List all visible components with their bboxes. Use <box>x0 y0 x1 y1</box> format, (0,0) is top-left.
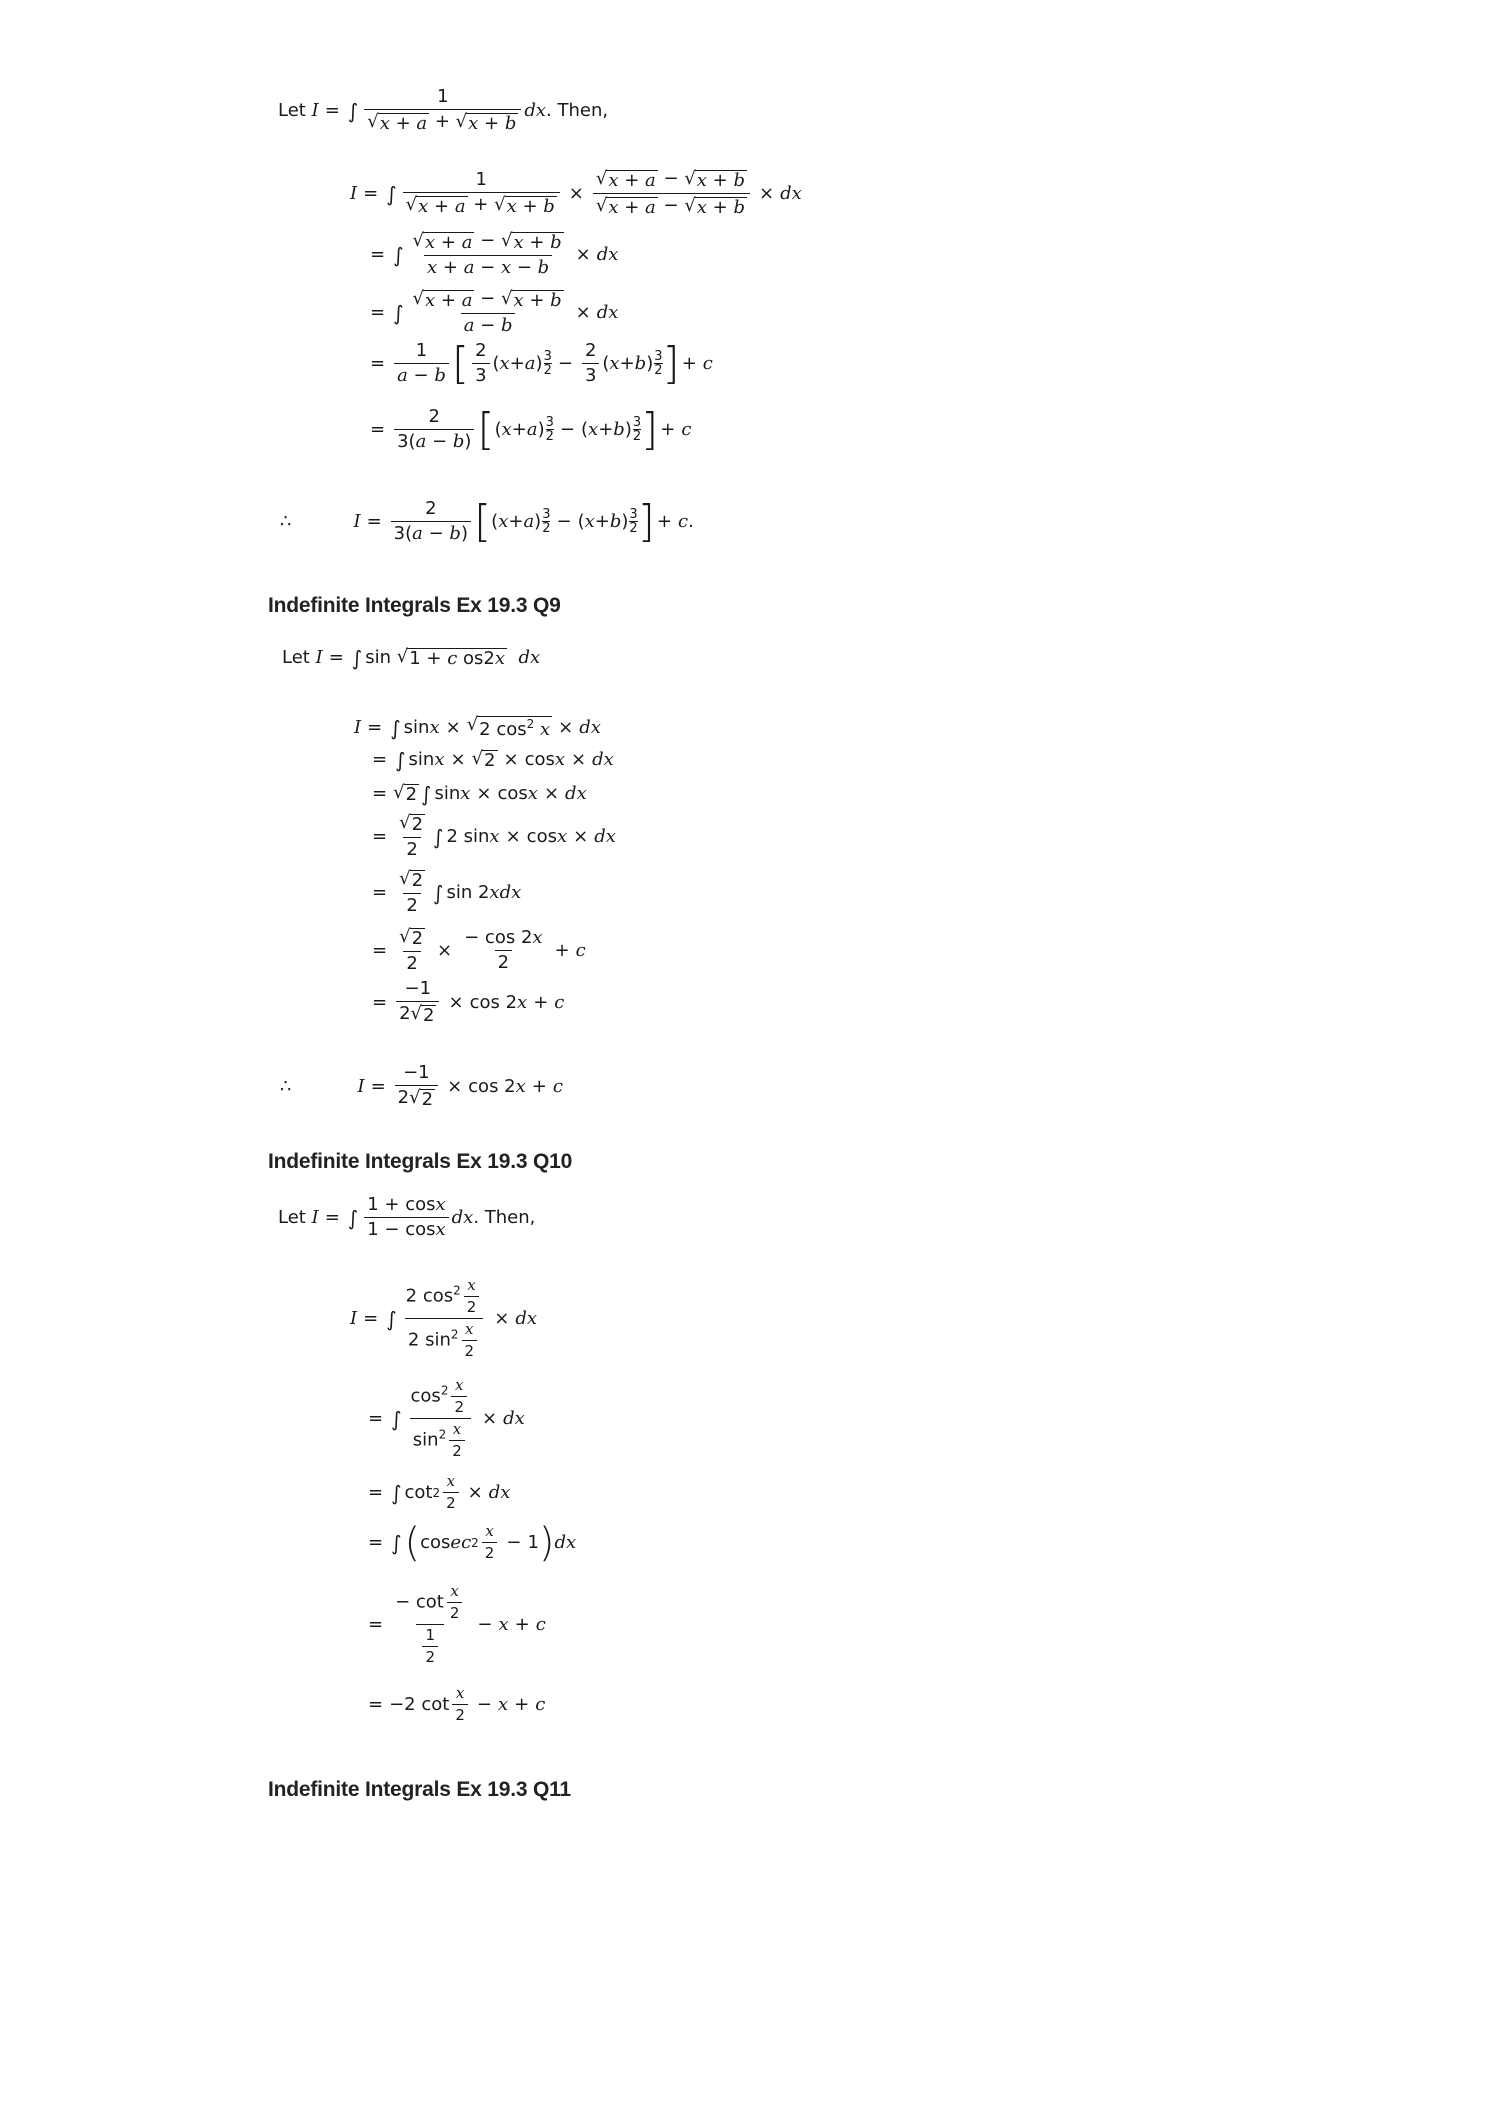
q9-step-7: = −1 2 √ 2 × cos 2 x + c <box>372 978 565 1026</box>
q8-conclusion: ∴ I = $\frac{2}{3(a - b)}$ [ ( x + a ) 3 2 − ( x + b ) 3 2 ] + c . <box>280 495 694 547</box>
q8-step-4: = $\frac{1}{a - b}$ [ $\frac{2}{3}$ ( x + a ) 3 2 − $\frac{2}{3}$ ( x + b ) 3 2 ] + c <box>370 337 713 389</box>
q9-step-3: = √ 2 ∫ sin x × cos x × dx <box>372 782 587 806</box>
q10-let-line: Let I = ∫ $\frac{1 + \cos x}{1 - \cos x}$ dx . Then, <box>278 1194 536 1240</box>
fraction: 1 √ x + a + √ x + b <box>364 88 521 133</box>
q9-let-line: Let I = ∫ sin √ 1 + c os2x dx <box>282 646 541 670</box>
q9-step-2: = ∫ sin x × √ 2 × cos x × dx <box>372 748 614 772</box>
q9-step-4: = √ 2 2 ∫ 2 sin x × cos x × dx <box>372 812 616 860</box>
q10-step-6: = −2 cot $\frac{x}{2}$ − x + c <box>368 1684 546 1724</box>
heading-q11: Indefinite Integrals Ex 19.3 Q11 <box>268 1778 571 1801</box>
q8-step-2: = ∫ √ x + a − √ x + b x + a − x − b × dx <box>370 230 619 278</box>
heading-q10: Indefinite Integrals Ex 19.3 Q10 <box>268 1150 573 1173</box>
q10-step-3: = ∫ cot 2 $\frac{x}{2}$ × dx <box>368 1472 511 1512</box>
heading-q9: Indefinite Integrals Ex 19.3 Q9 <box>268 594 561 617</box>
q8-step-5: = $\frac{2}{3(a - b)}$ [ ( x + a ) 3 2 − ( x + b ) 3 2 ] + c <box>370 403 692 455</box>
q8-step-1: I = ∫ 1 √ x + a + √ x + b × √ x + a − √ x + b √ x + a − √ x + b × dx <box>350 168 802 218</box>
let-label: Let <box>278 99 306 121</box>
q9-step-5: = √ 2 2 ∫ sin 2 x dx <box>372 868 522 916</box>
q10-step-2: = ∫ $\cos^2$ $\frac{x}{2}$ $\sin^2$ $\frac{x}{2}$ × dx <box>368 1376 525 1460</box>
q10-step-1: I = ∫ 2 $\cos^2$ $\frac{x}{2}$ 2 $\sin^2$ $\frac{x}{2}$ × dx <box>350 1276 538 1360</box>
q10-step-4: = ∫ ( cos ec 2 $\frac{x}{2}$ − 1 ) dx <box>368 1519 577 1566</box>
q9-step-1: I = ∫ sin x × √ 2 $\cos^2 x$ × dx <box>354 714 601 740</box>
q10-step-5: = − cot $\frac{x}{2}$ $\frac{1}{2}$ − x + c <box>368 1582 546 1666</box>
q9-conclusion: ∴ I = −1 2 √ 2 × cos 2 x + c <box>280 1062 563 1110</box>
q8-let-line: Let I = ∫ 1 √ x + a + √ x + b dx . Then, <box>278 86 609 134</box>
q9-step-6: = √ 2 2 × $\frac{- \cos 2x}{2}$ + c <box>372 926 586 974</box>
q8-step-3: = ∫ √ x + a − √ x + b a − b × dx <box>370 288 619 336</box>
